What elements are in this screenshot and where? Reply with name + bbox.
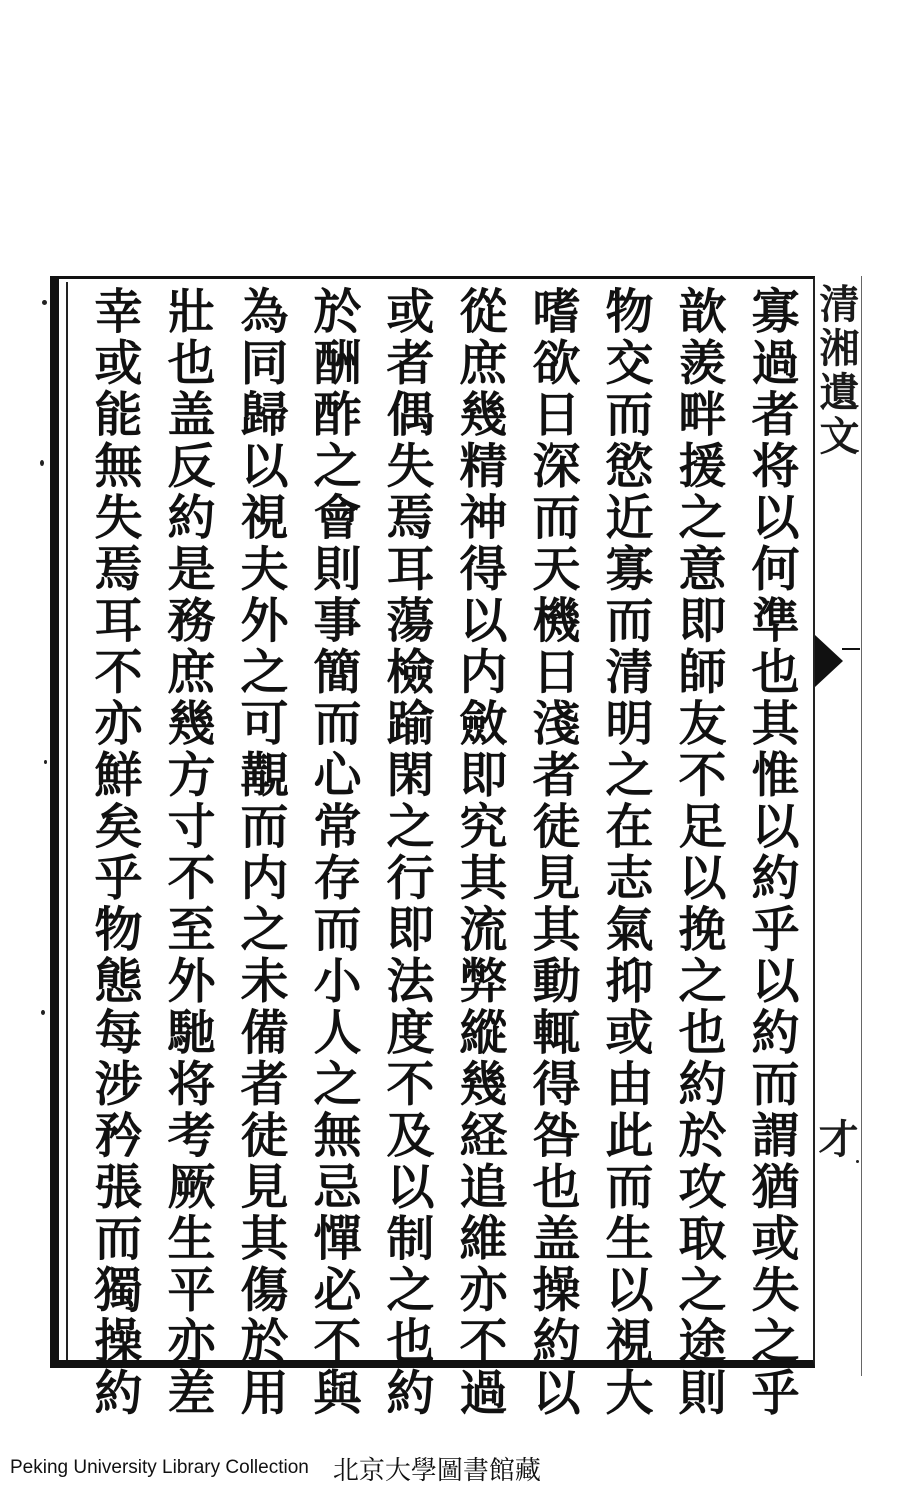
- text-column: 嗜欲日深而天機日淺者徒見其動輒得咎也盖操約以: [524, 286, 580, 1419]
- fish-tail-rule: [842, 648, 860, 650]
- frame-inner-rule: [66, 282, 68, 1360]
- text-column: 或者偶失焉耳蕩檢踰閑之行即法度不及以制之也約: [378, 286, 434, 1419]
- book-title: 清湘遺文: [813, 283, 860, 459]
- scan-speck: [40, 460, 44, 466]
- fold-mark-character: 才: [812, 1118, 859, 1158]
- fish-tail-mark: [815, 635, 843, 687]
- text-column: 物交而慾近寡而清明之在志氣抑或由此而生以視大: [597, 286, 653, 1419]
- scan-speck: [41, 1010, 45, 1015]
- text-column: 歆羨畔援之意即師友不足以挽之也約於攻取之途則: [670, 286, 726, 1419]
- scan-speck: [856, 1160, 859, 1163]
- text-column: 幸或能無失焉耳不亦鮮矣乎物態每涉矜張而獨操約: [86, 286, 142, 1419]
- collection-credit-zh: 北京大學圖書館藏: [332, 1455, 541, 1486]
- main-text-block: [72, 286, 807, 1419]
- text-column: 從庶幾精神得以内斂即究其流弊縱幾経追維亦不過: [451, 286, 507, 1419]
- text-column: 為同歸以視夫外之可覯而内之未備者徒見其傷於用: [232, 286, 288, 1419]
- text-column: 壯也盖反約是務庶幾方寸不至外馳将考厥生平亦差: [159, 286, 215, 1419]
- scan-speck: [42, 300, 47, 305]
- text-column: 寡過者将以何準也其惟以約乎以約而謂猶或失之乎: [743, 286, 799, 1419]
- text-column: 於酬酢之會則事簡而心常存而小人之無忌憚必不與: [305, 286, 361, 1419]
- footer-credit: [10, 1448, 541, 1488]
- scan-speck: [44, 760, 47, 764]
- collection-credit-en: Peking University Library Collection: [10, 1457, 309, 1478]
